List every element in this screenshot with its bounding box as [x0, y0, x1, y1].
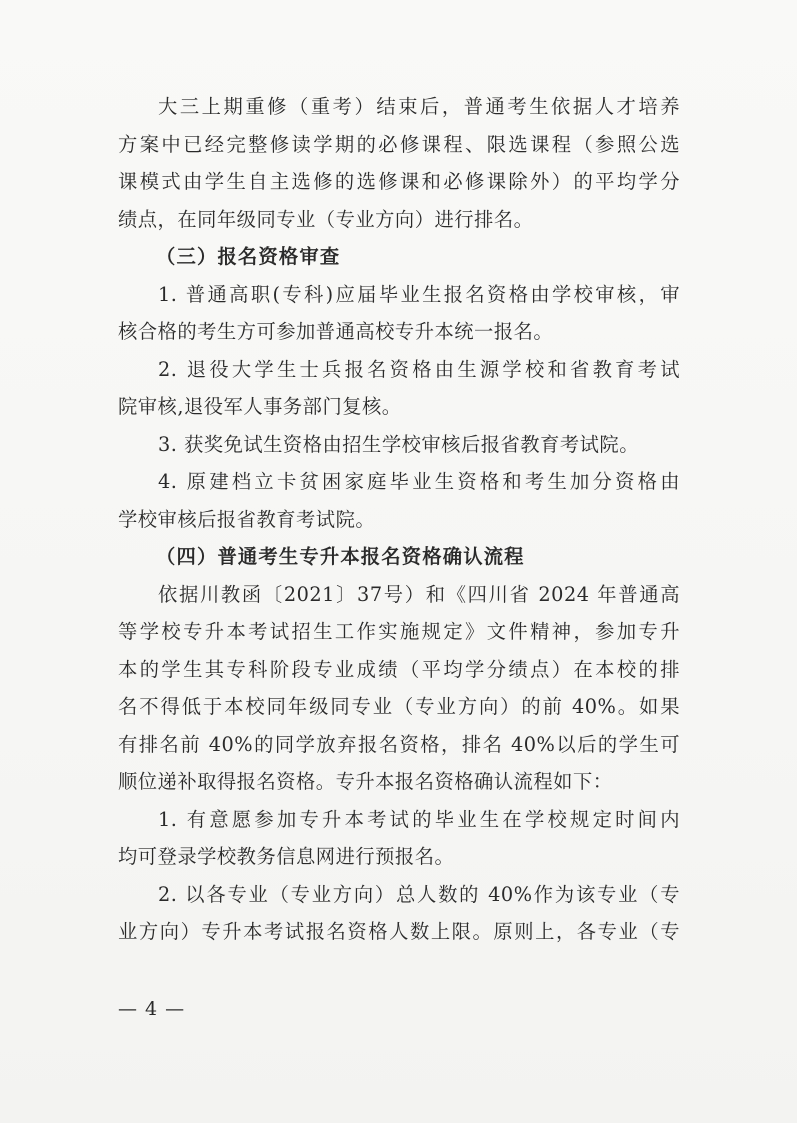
paragraph-line: 1. 有意愿参加专升本考试的毕业生在学校规定时间内	[158, 807, 680, 831]
paragraph-line: 大三上期重修（重考）结束后，普通考生依据人才培养	[158, 95, 680, 118]
paragraph-line: 绩点，在同年级同专业（专业方向）进行排名。	[118, 207, 534, 231]
paragraph-line: 学校审核后报省教育考试院。	[118, 507, 376, 531]
document-body	[118, 88, 680, 951]
paragraph-line: 有排名前 40%的同学放弃报名资格，排名 40%以后的学生可	[118, 732, 680, 756]
paragraph-line: 等学校专升本考试招生工作实施规定》文件精神，参加专升	[118, 620, 680, 643]
paragraph-line: 均可登录学校教务信息网进行预报名。	[118, 845, 455, 868]
paragraph-line: 1. 普通高职(专科)应届毕业生报名资格由学校审核，审	[158, 282, 680, 306]
paragraph-line: 2. 以各专业（专业方向）总人数的 40%作为该专业（专	[158, 882, 680, 906]
paragraph-line: 3. 获奖免试生资格由招生学校审核后报省教育考试院。	[158, 432, 639, 456]
paragraph-line: 依据川教函〔2021〕37号）和《四川省 2024 年普通高	[158, 582, 680, 606]
paragraph-line: 名不得低于本校同年级同专业（专业方向）的前 40%。如果	[118, 695, 680, 718]
section-heading: （四）普通考生专升本报名资格确认流程	[156, 545, 525, 568]
paragraph-line: 课模式由学生自主选修的选修课和必修课除外）的平均学分	[118, 170, 680, 193]
paragraph-line: 顺位递补取得报名资格。专升本报名资格确认流程如下：	[118, 770, 613, 793]
section-heading: （三）报名资格审查	[156, 245, 341, 268]
paragraph-line: 方案中已经完整修读学期的必修课程、限选课程（参照公选	[118, 132, 680, 156]
paragraph-line: 核合格的考生方可参加普通高校专升本统一报名。	[118, 320, 554, 343]
paragraph-line: 业方向）专升本考试报名资格人数上限。原则上，各专业（专	[118, 920, 680, 943]
page-number: — 4 —	[118, 998, 186, 1020]
paragraph-line: 本的学生其专科阶段专业成绩（平均学分绩点）在本校的排	[118, 657, 680, 681]
paragraph-line: 4. 原建档立卡贫困家庭毕业生资格和考生加分资格由	[158, 470, 680, 493]
paragraph-line: 2. 退役大学生士兵报名资格由生源学校和省教育考试	[158, 357, 680, 381]
paragraph-line: 院审核,退役军人事务部门复核。	[118, 395, 402, 418]
